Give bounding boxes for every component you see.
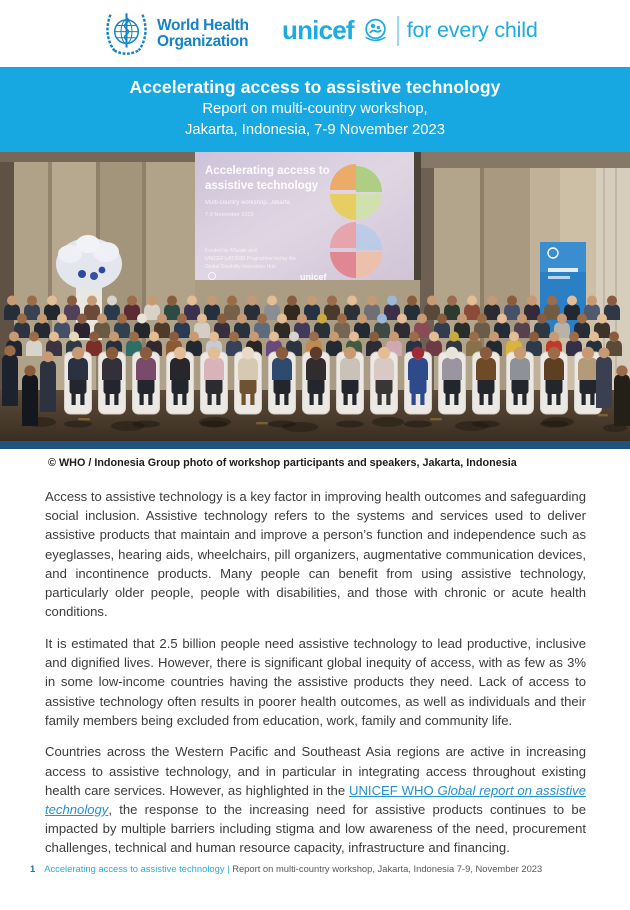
slide-funding-line3: Global Disability Innovation Hub: [205, 264, 276, 270]
title-banner: [0, 67, 630, 152]
footer-doc-subtitle: Report on multi-country workshop, Jakarta, Indonesia 7-9, November 2023: [232, 863, 543, 874]
report-title: Accelerating access to assistive technology: [129, 77, 501, 97]
slide-funding-line1: Funded by ATscale and: [205, 248, 257, 254]
unicef-emblem-icon: [362, 17, 389, 44]
paragraph-3: [45, 742, 586, 857]
photo-bottom-bar: [0, 441, 630, 449]
paragraph-3-after-link: , the response to the increasing need for assistive products continues to be impacted by multiple barriers including stigma and low awareness of the need, procurement challenges, technical and human resource capacity, infrastructure and financing.: [45, 802, 586, 856]
global-report-link-plain: UNICEF WHO: [349, 782, 438, 798]
report-subtitle-line1: Report on multi-country workshop,: [202, 101, 428, 117]
slide-funding-line2: UNICEF's AT2030 Programme led by the: [205, 256, 296, 262]
report-subtitle-line2: Jakarta, Indonesia, 7-9 November 2023: [185, 122, 445, 138]
slide-subtitle: Multi-country workshop, Jakarta: [205, 200, 290, 206]
unicef-wordmark: unicef: [282, 15, 354, 45]
unicef-logo-divider: [397, 16, 399, 46]
global-report-link-italic: Global report on assistive technology: [45, 782, 586, 818]
crowd-back-row: [4, 296, 620, 321]
who-emblem-icon: [103, 10, 150, 57]
who-wordmark-line1: World Health: [157, 16, 249, 34]
paragraph-3-before-link: Countries across the Western Pacific and Southeast Asia regions are active in increasing access to assistive technology, and in particular in integrating access throughout existing health care services. However, as highlighted in the: [45, 744, 586, 798]
page-footer: [30, 863, 542, 874]
page-number: 1: [30, 863, 36, 874]
article-body: [45, 487, 586, 870]
group-photo: [0, 152, 630, 441]
photo-caption: © WHO / Indonesia Group photo of workshop participants and speakers, Jakarta, Indonesia: [48, 457, 517, 469]
paragraph-1: Access to assistive technology is a key factor in improving health outcomes and safeguarding social inclusion. Assistive technology refers to the systems and services used to deliver assistive products that maintain and improve a person’s function and independence such as eyeglasses, hearing aids, wheelchairs, pill organizers, augmentative communication devices, and incontinence products. Many people can benefit from using assistive technology, particularly older people, people with disabilities, and those with chronic or acute health conditions.: [45, 489, 586, 620]
slide-date: 7-9 November 2023: [205, 212, 254, 218]
slide-title-line1: Accelerating access to: [205, 165, 330, 177]
footer-separator: |: [227, 863, 230, 874]
slide-unicef-logo-text: unicef: [300, 272, 327, 282]
who-wordmark-line2: Organization: [157, 32, 249, 50]
unicef-logo: [282, 15, 538, 46]
who-logo: [103, 10, 249, 57]
paragraph-2: It is estimated that 2.5 billion people need assistive technology to lead productive, inclusive and dignified lives. However, there is significant global inequity of access, with as few as 3% in some low-income countries having the assistive products they need. Lack of access to assistive technology often results in poorer health outcomes, as well as individuals and their family members being excluded from education, work, family and community life.: [45, 635, 586, 728]
projection-screen: [195, 152, 421, 282]
page-header: [0, 0, 630, 67]
slide-title-line2: assistive technology: [205, 180, 319, 192]
unicef-tagline: for every child: [406, 18, 538, 42]
who-wordmark: [157, 18, 249, 50]
footer-doc-title: Accelerating access to assistive technology: [44, 863, 225, 874]
